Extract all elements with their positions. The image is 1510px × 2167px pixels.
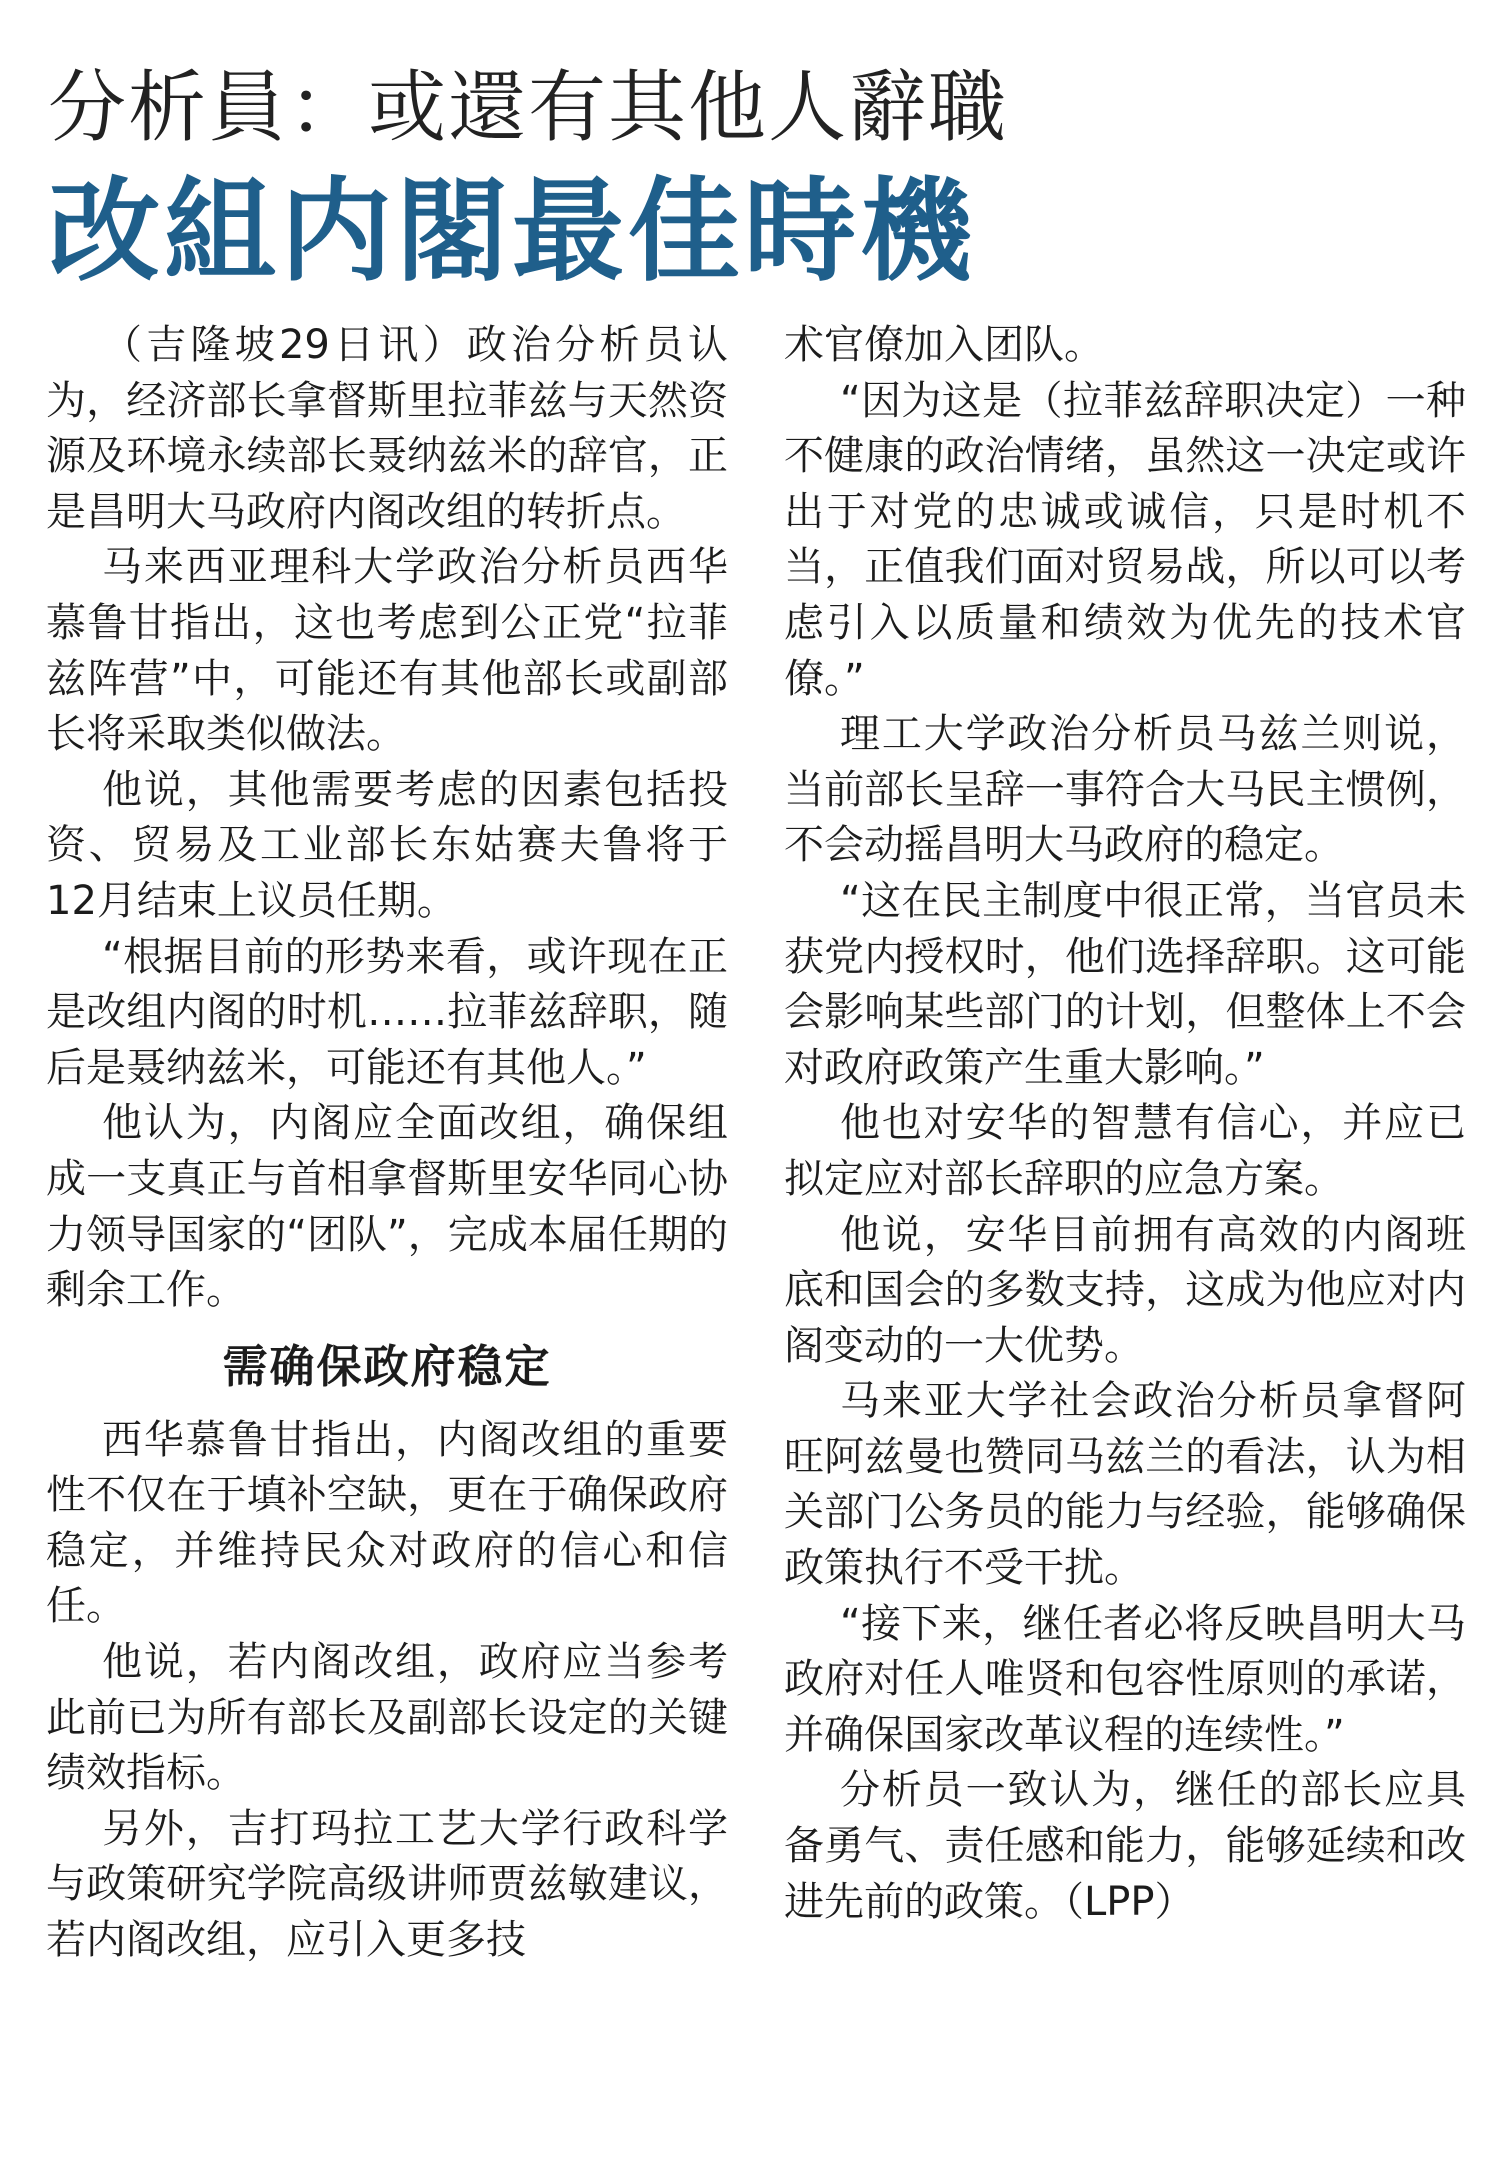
paragraph: （吉隆坡29日讯）政治分析员认为，经济部长拿督斯里拉菲兹与天然资源及环境永续部长聂纳兹米的辞官，正是昌明大马政府内阁改组的转折点。: [46, 322, 728, 535]
paragraph: 另外，吉打玛拉工艺大学行政科学与政策研究学院高级讲师贾兹敏建议，若内阁改组，应引入更多技: [46, 1805, 728, 1964]
paragraph: 马来西亚理科大学政治分析员西华慕鲁甘指出，这也考虑到公正党“拉菲兹阵营”中，可能还有其他部长或副部长将采取类似做法。: [46, 544, 728, 758]
paragraph-continued: 术官僚加入团队。: [784, 322, 1104, 368]
article-column-right: [784, 318, 1466, 1930]
paragraph: 他说，安华目前拥有高效的内阁班底和国会的多数支持，这成为他应对内阁变动的一大优势。: [784, 1211, 1466, 1369]
paragraph: 分析员一致认为，继任的部长应具备勇气、责任感和能力，能够延续和改进先前的政策。（LPP）: [784, 1767, 1466, 1925]
paragraph: “因为这是（拉菲兹辞职决定）一种不健康的政治情绪，虽然这一决定或许出于对党的忠诚或诚信，只是时机不当，正值我们面对贸易战，所以可以考虑引入以质量和绩效为优先的技术官僚。”: [784, 377, 1466, 702]
paragraph: 他说，其他需要考虑的因素包括投资、贸易及工业部长东姑赛夫鲁将于12月结束上议员任期。: [46, 766, 728, 924]
paragraph: 马来亚大学社会政治分析员拿督阿旺阿兹曼也赞同马兹兰的看法，认为相关部门公务员的能力与经验，能够确保政策执行不受干扰。: [784, 1378, 1466, 1592]
paragraph: 他认为，内阁应全面改组，确保组成一支真正与首相拿督斯里安华同心协力领导国家的“团队”，完成本届任期的剩余工作。: [46, 1100, 728, 1314]
paragraph: “接下来，继任者必将反映昌明大马政府对任人唯贤和包容性原则的承诺，并确保国家改革议程的连续性。”: [784, 1600, 1466, 1758]
headline: 改組内閣最佳時機: [48, 167, 976, 297]
paragraph: “根据目前的形势来看，或许现在正是改组内阁的时机……拉菲兹辞职，随后是聂纳兹米，可能还有其他人。”: [46, 933, 728, 1091]
kicker-title: 分析員：或還有其他人辭職: [48, 63, 1009, 153]
paragraph: “这在民主制度中很正常，当官员未获党内授权时，他们选择辞职。这可能会影响某些部门的计划，但整体上不会对政府政策产生重大影响。”: [784, 877, 1466, 1091]
paragraph: 西华慕鲁甘指出，内阁改组的重要性不仅在于填补空缺，更在于确保政府稳定，并维持民众对政府的信心和信任。: [46, 1416, 728, 1630]
paragraph: 他也对安华的智慧有信心，并应已拟定应对部长辞职的应急方案。: [784, 1100, 1466, 1202]
paragraph: 他说，若内阁改组，政府应当参考此前已为所有部长及副部长设定的关键绩效指标。: [46, 1639, 728, 1797]
paragraph: 理工大学政治分析员马兹兰则说，当前部长呈辞一事符合大马民主惯例，不会动摇昌明大马政府的稳定。: [784, 711, 1466, 869]
subheading: 需确保政府稳定: [222, 1339, 552, 1393]
article-column-left: [46, 318, 728, 1969]
